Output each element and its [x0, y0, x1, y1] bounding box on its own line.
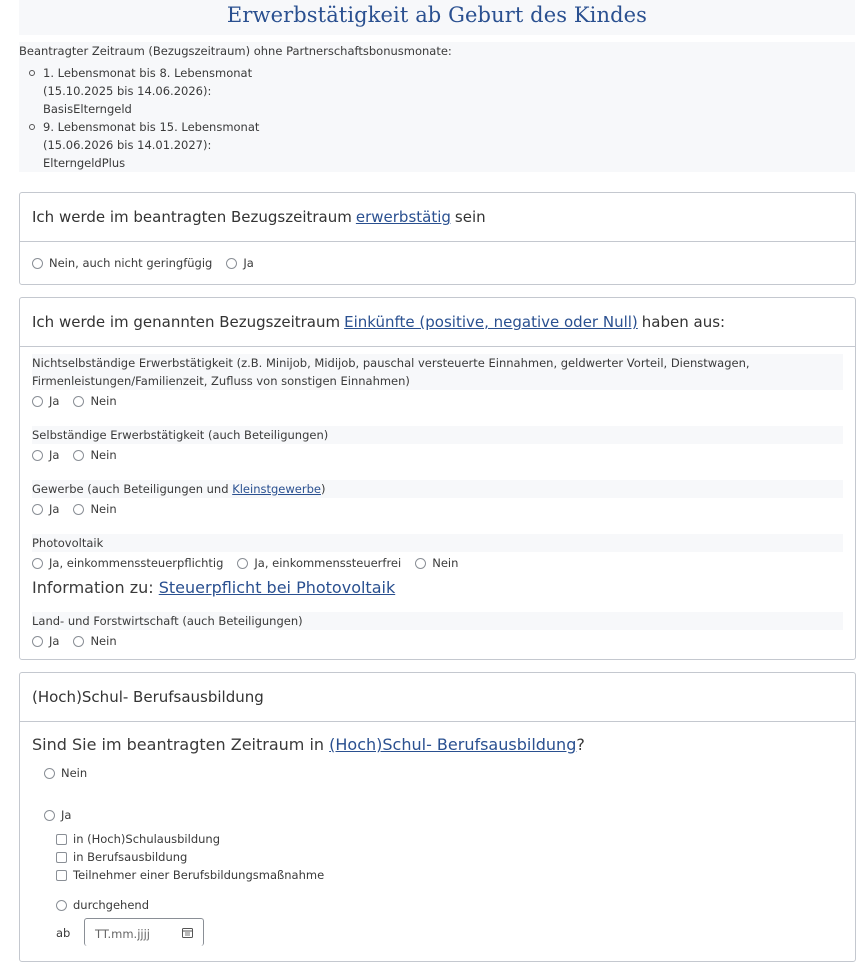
employment-card: [19, 192, 856, 285]
option-label: Ja: [49, 394, 60, 408]
card-title-text: haben aus:: [641, 313, 726, 331]
question-label-text: ?: [576, 735, 585, 754]
progress-ring: [786, 0, 846, 24]
question-photovoltaics: [32, 534, 843, 600]
education-card: [19, 672, 856, 962]
question-self-employed: [32, 426, 843, 466]
card-title-text: Ich werde im beantragten Bezugszeitraum: [32, 208, 352, 226]
checkbox-label: in Berufsausbildung: [73, 850, 188, 864]
business-no-option[interactable]: [73, 502, 116, 516]
question-label: Land- und Forstwirtschaft (auch Beteiligungen): [32, 612, 843, 630]
option-label: Ja: [61, 808, 72, 822]
einkuenfte-link[interactable]: Einkünfte (positive, negative oder Null): [344, 313, 638, 331]
radio-button[interactable]: [226, 258, 237, 269]
employment-no-option[interactable]: [32, 256, 212, 270]
period-dates: (15.06.2026 bis 14.01.2027):: [43, 138, 212, 152]
card-header: [20, 298, 855, 347]
start-date-input[interactable]: [84, 918, 204, 946]
business-yes-option[interactable]: [32, 502, 59, 516]
question-employed-income: [32, 354, 843, 412]
period-type: BasisElterngeld: [43, 102, 132, 116]
option-label: Ja, einkommenssteuerpflichtig: [49, 556, 224, 570]
card-body: [20, 242, 855, 284]
period-months: 1. Lebensmonat bis 8. Lebensmonat: [43, 66, 253, 80]
education-no-option[interactable]: [44, 766, 87, 780]
pv-info: [32, 574, 843, 600]
self-employed-no-option[interactable]: [73, 448, 116, 462]
option-label: Ja: [49, 634, 60, 648]
radio-button[interactable]: [32, 258, 43, 269]
checkbox-label: in (Hoch)Schulausbildung: [73, 832, 220, 846]
option-label: Nein: [90, 394, 117, 408]
card-header: [20, 193, 855, 242]
education-yes-option[interactable]: [44, 808, 71, 822]
erwerbstaetig-link[interactable]: erwerbstätig: [355, 208, 451, 226]
education-link[interactable]: (Hoch)Schul- Berufsausbildung: [329, 735, 577, 754]
list-item: [19, 64, 855, 118]
agriculture-no-option[interactable]: [73, 634, 116, 648]
radio-button[interactable]: [32, 558, 43, 569]
option-label: Nein, auch nicht geringfügig: [49, 256, 213, 270]
option-label: Nein: [432, 556, 459, 570]
option-group: [32, 444, 843, 466]
radio-button[interactable]: [32, 636, 43, 647]
radio-button[interactable]: [44, 768, 55, 779]
self-employed-yes-option[interactable]: [32, 448, 59, 462]
school-education-checkbox[interactable]: [56, 832, 220, 846]
question-business: [32, 480, 843, 520]
intro-text: Beantragter Zeitraum (Bezugszeitraum) ohne Partnerschaftsbonusmonate:: [19, 44, 452, 58]
from-label: ab: [56, 926, 71, 940]
pv-tax-link[interactable]: Steuerpflicht bei Photovoltaik: [158, 577, 396, 597]
radio-button[interactable]: [73, 636, 84, 647]
option-label: Nein: [90, 448, 117, 462]
checkbox[interactable]: [56, 852, 67, 863]
option-label: Ja, einkommenssteuerfrei: [254, 556, 402, 570]
page-title: Erwerbstätigkeit ab Geburt des Kindes: [226, 3, 648, 27]
info-prefix: Information zu:: [32, 577, 154, 597]
date-placeholder: TT.mm.jjjj: [95, 927, 150, 941]
employment-yes-option[interactable]: [226, 256, 253, 270]
vocational-training-checkbox[interactable]: [56, 850, 187, 864]
pv-no-option[interactable]: [415, 556, 458, 570]
option-group: [32, 552, 843, 574]
question-label-line: Nichtselbständige Erwerbstätigkeit (z.B. Minijob, Midijob, pauschal versteuerte Einnahmen, geldwerter Vorteil, Dienstwagen,: [32, 356, 750, 370]
radio-button[interactable]: [44, 810, 55, 821]
calendar-icon[interactable]: [182, 927, 193, 938]
bullet-icon: [29, 124, 35, 130]
period-dates: (15.10.2025 bis 14.06.2026):: [43, 84, 212, 98]
option-label: durchgehend: [73, 898, 150, 912]
bullet-icon: [29, 70, 35, 76]
radio-button[interactable]: [56, 900, 67, 911]
radio-button[interactable]: [32, 450, 43, 461]
option-group: [32, 498, 843, 520]
question-label: Selbständige Erwerbstätigkeit (auch Beteiligungen): [32, 426, 843, 444]
checkbox-label: Teilnehmer einer Berufsbildungsmaßnahme: [73, 868, 325, 882]
continuous-option[interactable]: [56, 898, 149, 912]
radio-button[interactable]: [73, 504, 84, 515]
kleinstgewerbe-link[interactable]: Kleinstgewerbe: [232, 482, 321, 496]
card-title-text: (Hoch)Schul- Berufsausbildung: [32, 688, 264, 706]
option-label: Nein: [90, 634, 117, 648]
page-header: [19, 0, 855, 35]
education-question: [32, 735, 843, 754]
radio-button[interactable]: [32, 504, 43, 515]
period-list: [19, 64, 855, 172]
question-label: [32, 480, 843, 498]
list-item: [19, 118, 855, 172]
pv-taxable-option[interactable]: [32, 556, 223, 570]
option-label: Ja: [49, 448, 60, 462]
option-label: Nein: [90, 502, 117, 516]
radio-button[interactable]: [237, 558, 248, 569]
question-agriculture: [32, 612, 843, 652]
intro-section: [19, 42, 855, 172]
period-type: ElterngeldPlus: [43, 156, 126, 170]
question-label: Photovoltaik: [32, 534, 843, 552]
checkbox[interactable]: [56, 834, 67, 845]
option-group: [32, 630, 843, 652]
option-label: Ja: [243, 256, 254, 270]
option-group: [32, 390, 843, 412]
card-header: [20, 673, 855, 722]
question-label: [32, 354, 843, 390]
question-label-text: Sind Sie im beantragten Zeitraum in: [32, 735, 325, 754]
question-label-line: Firmenleistungen/Familienzeit, Zufluss von sonstigen Einnahmen): [32, 374, 410, 388]
question-label-text: ): [320, 482, 326, 496]
question-label-text: Gewerbe (auch Beteiligungen und: [32, 482, 229, 496]
employed-income-yes-option[interactable]: [32, 394, 59, 408]
radio-button[interactable]: [73, 450, 84, 461]
radio-button[interactable]: [73, 396, 84, 407]
card-title-text: sein: [454, 208, 486, 226]
period-months: 9. Lebensmonat bis 15. Lebensmonat: [43, 120, 260, 134]
radio-button[interactable]: [415, 558, 426, 569]
card-title-text: Ich werde im genannten Bezugszeitraum: [32, 313, 341, 331]
training-measure-checkbox[interactable]: [56, 868, 324, 882]
checkbox[interactable]: [56, 870, 67, 881]
agriculture-yes-option[interactable]: [32, 634, 59, 648]
income-card: [19, 297, 856, 660]
option-label: Ja: [49, 502, 60, 516]
employed-income-no-option[interactable]: [73, 394, 116, 408]
option-label: Nein: [61, 766, 88, 780]
radio-button[interactable]: [32, 396, 43, 407]
pv-tax-free-option[interactable]: [237, 556, 401, 570]
